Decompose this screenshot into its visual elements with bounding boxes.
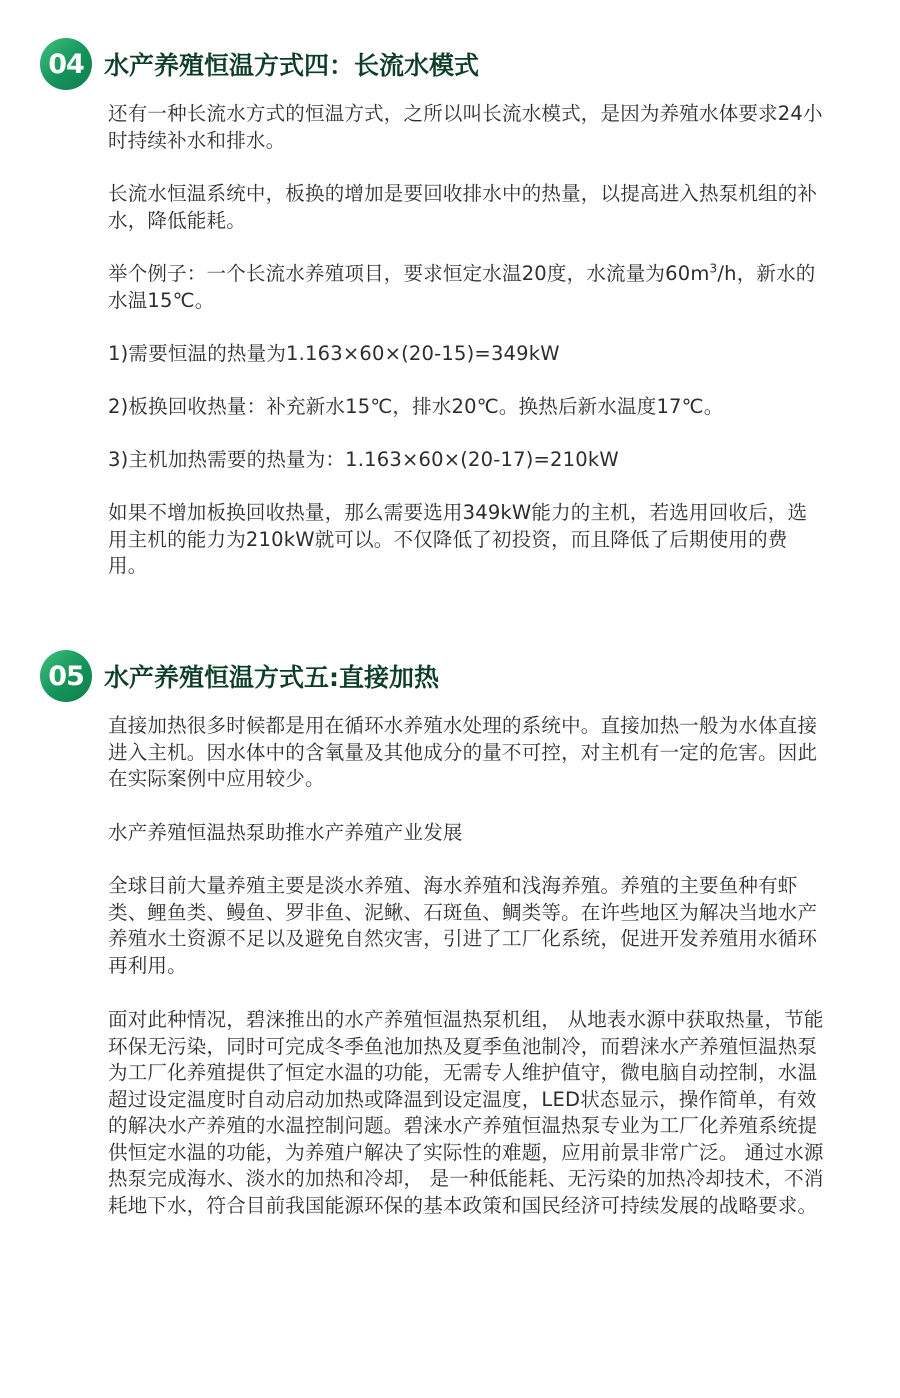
subheading-paragraph: 水产养殖恒温热泵助推水产养殖产业发展 (108, 821, 463, 844)
example-paragraph (108, 261, 824, 314)
paragraph: 还有一种长流水方式的恒温方式，之所以叫长流水模式，是因为养殖水体要求24小时持续补水和排水。 (108, 102, 823, 152)
superscript-three: 3 (709, 261, 718, 276)
paragraph: 直接加热很多时候都是用在循环水养殖水处理的系统中。直接加热一般为水体直接进入主机。因水体中的含氧量及其他成分的量不可控，对主机有一定的危害。因此在实际案例中应用较少。 (108, 714, 818, 790)
section-number-badge: 04 (40, 38, 92, 90)
section-number-badge: 05 (40, 650, 92, 702)
paragraph: 面对此种情况，碧涞推出的水产养殖恒温热泵机组， 从地表水源中获取热量，节能环保无污染，同时可完成冬季鱼池加热及夏季鱼池制冷，而碧涞水产养殖恒温热泵为工厂化养殖提供了恒定水温的功能，无需专人维护值守，微电脑自动控制，水温超过设定温度时自动启动加热或降温到设定温度，LED状态显示，操作简单，有效的解决水产养殖的水温控制问题。碧涞水产养殖恒温热泵专业为工厂化养殖系统提供恒定水温的功能，为养殖户解决了实际性的难题，应用前景非常广泛。 通过水源热泵完成海水、淡水的加热和冷却， 是一种低能耗、无污染的加热冷却技术，不消耗地下水，符合目前我国能源环保的基本政策和国民经济可持续发展的战略要求。 (108, 1008, 824, 1217)
section-title: 水产养殖恒温方式四：长流水模式 (104, 51, 480, 80)
calculation-line-3: 3)主机加热需要的热量为：1.163×60×(20-17)=210kW (108, 448, 619, 471)
example-text-before: 举个例子：一个长流水养殖项目，要求恒定水温20度，水流量为60m (108, 262, 710, 285)
section-05-header (40, 650, 439, 702)
paragraph: 全球目前大量养殖主要是淡水养殖、海水养殖和浅海养殖。养殖的主要鱼种有虾类、鲤鱼类、鳗鱼、罗非鱼、泥鳅、石斑鱼、鲷类等。在许些地区为解决当地水产养殖水土资源不足以及避免自然灾害，引进了工厂化系统，促进开发养殖用水循环再利用。 (108, 874, 818, 977)
calculation-line-2: 2)板换回收热量：补充新水15℃，排水20℃。换热后新水温度17℃。 (108, 395, 724, 418)
calculation-line-1: 1)需要恒温的热量为1.163×60×(20-15)=349kW (108, 342, 560, 365)
section-04-header (40, 38, 479, 90)
section-title: 水产养殖恒温方式五:直接加热 (104, 663, 439, 692)
paragraph: 长流水恒温系统中，板换的增加是要回收排水中的热量，以提高进入热泵机组的补水，降低能耗。 (108, 182, 818, 232)
example-text-after: /h，新水的水温15℃。 (108, 262, 816, 312)
paragraph: 如果不增加板换回收热量，那么需要选用349kW能力的主机，若选用回收后，选用主机的能力为210kW就可以。不仅降低了初投资，而且降低了后期使用的费用。 (108, 501, 808, 577)
